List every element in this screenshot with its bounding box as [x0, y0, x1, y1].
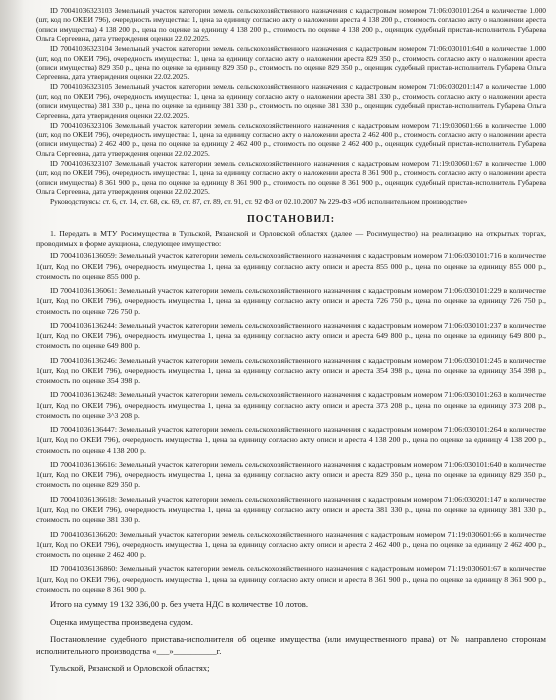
resolution-item-10: ID 70041036136860: Земельный участок категории земель сельскохозяйственного назначения с кадастровым номером 71:19:030601:67 в количестве 1(шт, Код по ОКЕИ 796), очередность имущества 1, цена за единицу согласно акту описи и ареста 8 361 900 р., цена по оценке за единицу 8 361 900 р., стоимость по оценке 8 361 900 р.: [36, 564, 546, 594]
top-lots-block: [36, 6, 546, 207]
resolution-item-4: ID 70041036136246: Земельный участок категории земель сельскохозяйственного назначения с кадастровым номером 71:06:030101:245 в количестве 1(шт, Код по ОКЕИ 796), очередность имущества 1, цена за единицу согласно акту описи и ареста 354 398 р., цена по оценке за единицу 354 398 р., стоимость по оценке 354 398 р.: [36, 355, 546, 386]
resolution-items-block: [36, 229, 546, 596]
resolution-item-1: ID 70041036136059: Земельный участок категории земель сельскохозяйственного назначения с кадастровым номером 71:06:030101:716 в количестве 1(шт, Код по ОКЕИ 796), очередность имущества 1, цена за единицу согласно акту описи и ареста 855 000 р., цена по оценке за единицу 855 000 р., стоимость по оценке 855 000 р.: [36, 251, 546, 281]
resolution-item-6: ID 70041036136447: Земельный участок категории земель сельскохозяйственного назначения с кадастровым номером 71:06:030101:264 в количестве 1(шт, Код по ОКЕИ 796), очередность имущества 1, цена за единицу согласно акту описи и ареста 4 138 200 р., цена по оценке за единицу 4 138 200 р., стоимость по оценке 4 138 200 р.: [36, 425, 546, 455]
top-lot-1: ID 70041036323103 Земельный участок категории земель сельскохозяйственного назначения с кадастровым номером 71:06:030101:264 в количестве 1.000 (шт, код по ОКЕИ 796), очередность имущества: 1, цена за единицу согласно акту о наложении ареста 4 138 200 р., стоимость согласно акту о наложении ареста (описи имущества) 4 138 200 р., цена по оценке за единицу 4 138 200 р., стоимость по оценке 4 138 200 р., оценщик судебный пристав-исполнитель Губарева Ольга Сергеевна, дата утверждения оценки 22.02.2025.: [36, 6, 546, 44]
resolution-intro: 1. Передать в МТУ Росимущества в Тульской, Рязанской и Орловской областях (далее — Росимущество) на реализацию на открытых торгах, проводимых в форме аукциона, следующее имущество:: [36, 228, 546, 248]
total-line: Итого на сумму 19 132 336,00 р. без учета НДС в количестве 10 лотов.: [50, 599, 309, 610]
closing-block: [36, 599, 546, 675]
resolution-item-8: ID 70041036136618: Земельный участок категории земель сельскохозяйственного назначения с кадастровым номером 71:06:030201:147 в количестве 1(шт, Код по ОКЕИ 796), очередность имущества 1, цена за единицу согласно акту описи и ареста 381 330 р., цена по оценке за единицу 381 330 р., стоимость по оценке 381 330 р.: [36, 494, 546, 525]
top-lot-4: ID 70041036323106 Земельный участок категории земель сельскохозяйственного назначения с кадастровым номером 71:19:030601:66 в количестве 1.000 (шт, код по ОКЕИ 796), очередность имущества: 1, цена за единицу согласно акту о наложении ареста 2 462 400 р., стоимость согласно акту о наложении ареста (описи имущества) 2 462 400 р., цена по оценке за единицу 2 462 400 р., стоимость по оценке 2 462 400 р., оценщик судебный пристав-исполнитель Губарева Ольга Сергеевна, дата утверждения оценки 22.02.2025.: [36, 120, 546, 158]
resolution-item-2: ID 70041036136061: Земельный участок категории земель сельскохозяйственного назначения с кадастровым номером 71:06:030101:229 в количестве 1(шт, Код по ОКЕИ 796), очередность имущества 1, цена за единицу согласно акту описи и ареста 726 750 р., цена по оценке за единицу 726 750 р., стоимость по оценке 726 750 р.: [36, 286, 546, 316]
legal-basis: Руководствуясь: ст. 6, ст. 14, ст. 68, ск. 69, ст. 87, ст. 89, ст. 91, ст. 92 ФЗ от 02.10.2007 № 229-ФЗ «Об исполнительном производстве»: [50, 197, 468, 207]
scan-edge-shadow: [0, 0, 24, 700]
cut-off-line: Тульской, Рязанской и Орловской областях;: [50, 663, 210, 674]
resolution-heading: ПОСТАНОВИЛ:: [246, 213, 336, 225]
resolution-item-9: ID 70041036136620: Земельный участок категории земель сельскохозяйственного назначения с кадастровым номером 71:19:030601:66 в количестве 1(шт, Код по ОКЕИ 796), очередность имущества 1, цена за единицу согласно акту описи и ареста 2 462 400 р., цена по оценке за единицу 2 462 400 р., стоимость по оценке 2 462 400 р.: [36, 529, 546, 560]
resolution-note: Постановление судебного пристава-исполнителя об оценке имущества (или имущественного права) от № направлено сторонам исполнительного производства «___»__________г.: [36, 634, 546, 656]
top-lot-5: ID 70041036323107 Земельный участок категории земель сельскохозяйственного назначения с кадастровым номером 71:19:030601:67 в количестве 1.000 (шт, код по ОКЕИ 796), очередность имущества: 1, цена за единицу согласно акту о наложении ареста 8 361 900 р., стоимость согласно акту о наложении ареста (описи имущества) 8 361 900 р., цена по оценке за единицу 8 361 900 р., стоимость по оценке 8 361 900 р., оценщик судебный пристав-исполнитель Губарева Ольга Сергеевна, дата утверждения оценки 22.02.2025.: [36, 158, 546, 197]
valuation-note: Оценка имущества произведена судом.: [50, 616, 193, 627]
resolution-item-5: ID 70041036136248: Земельный участок категории земель сельскохозяйственного назначения с кадастровым номером 71:06:030101:263 в количестве 1(шт, Код по ОКЕИ 796), очередность имущества 1, цена за единицу согласно акту описи и ареста 373 208 р., цена по оценке за единицу 373 208 р., стоимость по оценке 3^3 208 р.: [36, 390, 546, 420]
top-lot-3: ID 70041036323105 Земельный участок категории земель сельскохозяйственного назначения с кадастровым номером 71:06:030201:147 в количестве 1.000 (шт, код по ОКЕИ 796), очередность имущества: 1, цена за единицу согласно акту о наложении ареста 381 330 р., стоимость согласно акту о наложении ареста (описи имущества) 381 330 р., цена по оценке за единицу 381 330 р., стоимость по оценке 381 330 р., оценщик судебный пристав-исполнитель Губарева Ольга Сергеевна, дата утверждения оценки 22.02.2025.: [36, 82, 546, 120]
resolution-item-7: ID 70041036136616: Земельный участок категории земель сельскохозяйственного назначения с кадастровым номером 71:06:030101:640 в количестве 1(шт, Код по ОКЕИ 796), очередность имущества 1, цена за единицу согласно акту описи и ареста 829 350 р., цена по оценке за единицу 829 350 р., стоимость по оценке 829 350 р.: [36, 460, 546, 490]
top-lot-2: ID 70041036323104 Земельный участок категории земель сельскохозяйственного назначения с кадастровым номером 71:06:030101:640 в количестве 1.000 (шт, код по ОКЕИ 796), очередность имущества: 1, цена за единицу согласно акту о наложении ареста 829 350 р., стоимость согласно акту о наложении ареста (описи имущества) 829 350 р., цена по оценке за единицу 829 350 р., стоимость по оценке 829 350 р., оценщик судебный пристав-исполнитель Губарева Ольга Сергеевна, дата утверждения оценки 22.02.2025.: [36, 44, 546, 82]
resolution-item-3: ID 70041036136244: Земельный участок категории земель сельскохозяйственного назначения с кадастровым номером 71:06:030101:237 в количестве 1(шт, Код по ОКЕИ 796), очередность имущества 1, цена за единицу согласно акту описи и ареста 649 800 р., цена по оценке за единицу 649 800 р., стоимость по оценке 649 800 р.: [36, 320, 546, 351]
